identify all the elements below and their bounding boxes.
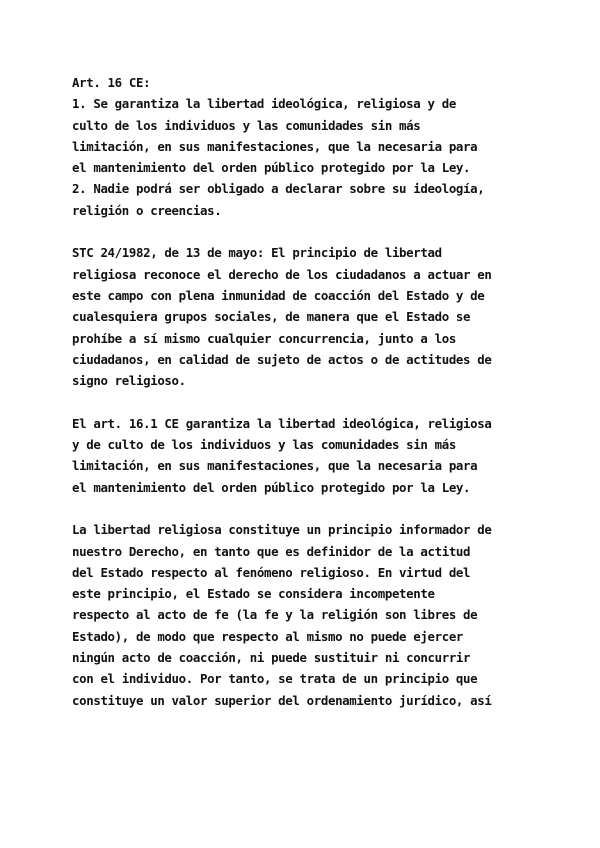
text-line: Estado), de modo que respecto al mismo no puede ejercer	[72, 628, 464, 644]
text-line: prohíbe a sí mismo cualquier concurrencia, junto a los	[72, 330, 456, 346]
paragraph-art-16-1	[72, 413, 542, 498]
paragraph-stc-24-1982	[72, 242, 542, 391]
document-page	[72, 72, 542, 732]
text-line: con el individuo. Por tanto, se trata de un principio que	[72, 671, 478, 687]
text-line: religión o creencias.	[72, 202, 222, 218]
text-line: constituye un valor superior del ordenamiento jurídico, así	[72, 692, 492, 708]
text-line: religiosa reconoce el derecho de los ciudadanos a actuar en	[72, 266, 492, 282]
text-line: 1. Se garantiza la libertad ideológica, religiosa y de	[72, 96, 456, 112]
text-line: limitación, en sus manifestaciones, que la necesaria para	[72, 138, 478, 154]
text-line: El art. 16.1 CE garantiza la libertad ideológica, religiosa	[72, 415, 492, 431]
text-line: culto de los individuos y las comunidades sin más	[72, 117, 421, 133]
text-line: La libertad religiosa constituye un principio informador de	[72, 522, 492, 538]
text-line: nuestro Derecho, en tanto que es definidor de la actitud	[72, 543, 471, 559]
text-line: el mantenimiento del orden público protegido por la Ley.	[72, 160, 471, 176]
text-line: ciudadanos, en calidad de sujeto de actos o de actitudes de	[72, 351, 492, 367]
text-line: ningún acto de coacción, ni puede sustituir ni concurrir	[72, 650, 471, 666]
paragraph-libertad-religiosa	[72, 519, 542, 711]
text-line: respecto al acto de fe (la fe y la religión son libres de	[72, 607, 478, 623]
text-line: signo religioso.	[72, 373, 186, 389]
text-line: del Estado respecto al fenómeno religioso. En virtud del	[72, 564, 471, 580]
text-line: Art. 16 CE:	[72, 75, 151, 90]
paragraph-art-16-ce	[72, 72, 542, 221]
text-line: cualesquiera grupos sociales, de manera que el Estado se	[72, 309, 471, 325]
text-line: el mantenimiento del orden público protegido por la Ley.	[72, 479, 471, 495]
text-line: este campo con plena inmunidad de coacción del Estado y de	[72, 287, 485, 303]
text-line: 2. Nadie podrá ser obligado a declarar sobre su ideología,	[72, 181, 485, 197]
text-line: STC 24/1982, de 13 de mayo: El principio de libertad	[72, 245, 442, 261]
text-line: y de culto de los individuos y las comunidades sin más	[72, 437, 456, 453]
text-line: este principio, el Estado se considera incompetente	[72, 586, 435, 602]
text-line: limitación, en sus manifestaciones, que la necesaria para	[72, 458, 478, 474]
